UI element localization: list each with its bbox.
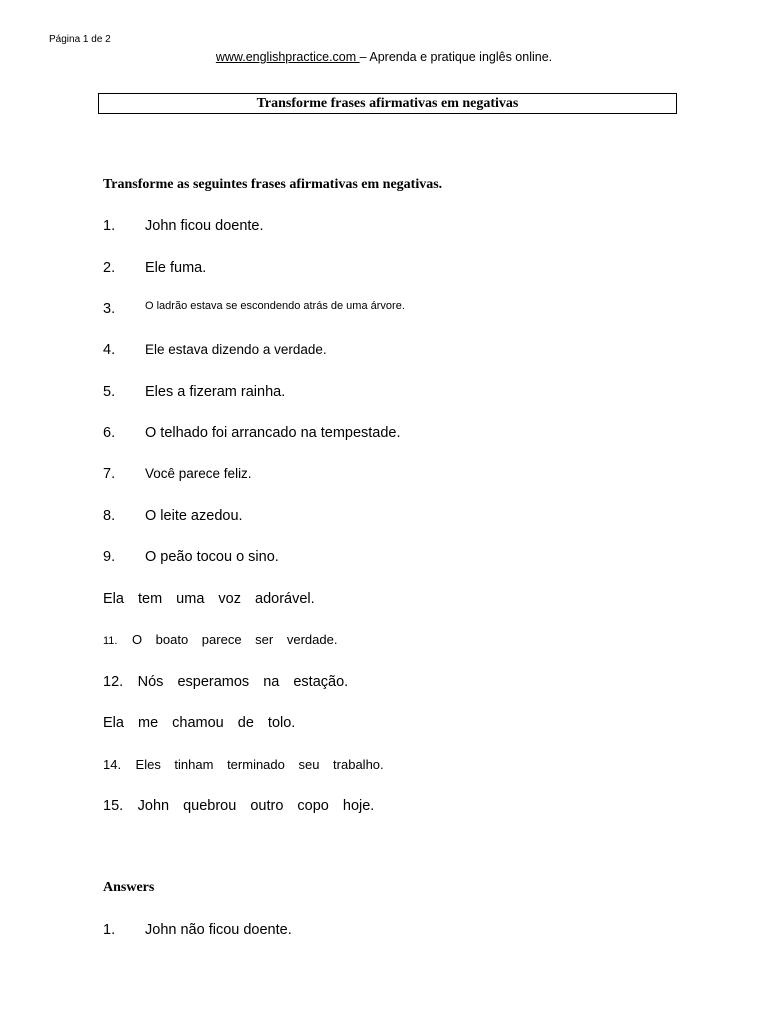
exercise-number: 12. <box>103 674 124 690</box>
worksheet-title: Transforme frases afirmativas em negativas <box>98 93 677 114</box>
site-link[interactable]: www.englishpractice.com <box>215 50 360 64</box>
exercise-text: O boato parece ser verdade. <box>131 632 338 647</box>
exercise-item-5 <box>103 383 285 401</box>
exercise-number: 15. <box>103 798 124 814</box>
exercise-number: 1. <box>103 218 116 234</box>
exercise-number: 6. <box>103 425 116 441</box>
exercise-number: 5. <box>103 384 116 400</box>
answers-heading: Answers <box>103 880 155 895</box>
exercise-item-10 <box>103 590 315 608</box>
exercise-text: Ele estava dizendo a verdade. <box>145 342 327 357</box>
exercise-text: Nós esperamos na estação. <box>137 674 349 690</box>
exercise-item-12 <box>103 673 348 691</box>
exercise-number: 11. <box>103 635 118 647</box>
exercise-item-13 <box>103 714 295 732</box>
exercise-number: 8. <box>103 508 116 524</box>
site-header <box>0 50 768 64</box>
exercise-text: Ela tem uma voz adorável. <box>103 591 315 607</box>
exercise-item-15 <box>103 797 374 815</box>
exercise-text: O ladrão estava se escondendo atrás de uma árvore. <box>145 300 405 312</box>
exercise-text: Ele fuma. <box>145 260 207 276</box>
answer-item-1 <box>103 921 292 939</box>
exercise-text: John ficou doente. <box>145 218 264 234</box>
exercise-number: 3. <box>103 301 116 317</box>
exercise-item-11 <box>103 631 337 649</box>
exercise-item-1 <box>103 217 264 235</box>
exercise-number: 2. <box>103 260 116 276</box>
instructions: Transforme as seguintes frases afirmativas em negativas. <box>103 177 443 192</box>
exercise-number: 4. <box>103 342 116 358</box>
page-counter: Página 1 de 2 <box>49 34 111 45</box>
exercise-item-8 <box>103 507 243 525</box>
exercise-number: 9. <box>103 549 116 565</box>
answer-text: John não ficou doente. <box>145 922 292 938</box>
exercise-text: O telhado foi arrancado na tempestade. <box>145 425 401 441</box>
exercise-number: 14. <box>103 757 122 772</box>
exercise-item-2 <box>103 259 206 277</box>
exercise-item-14 <box>103 756 384 774</box>
exercise-number: 7. <box>103 466 116 482</box>
exercise-item-7 <box>103 465 252 483</box>
exercise-text: Eles a fizeram rainha. <box>145 384 286 400</box>
exercise-text: Ela me chamou de tolo. <box>103 715 296 731</box>
answer-number: 1. <box>103 922 116 938</box>
exercise-item-6 <box>103 424 401 442</box>
site-tagline: – Aprenda e pratique inglês online. <box>359 50 553 64</box>
exercise-item-9 <box>103 548 279 566</box>
exercise-text: John quebrou outro copo hoje. <box>137 798 375 814</box>
exercise-text: O leite azedou. <box>145 508 243 524</box>
exercise-item-3 <box>103 300 405 318</box>
exercise-text: O peão tocou o sino. <box>145 549 279 565</box>
exercise-item-4 <box>103 341 327 359</box>
exercise-text: Você parece feliz. <box>145 466 252 481</box>
exercise-text: Eles tinham terminado seu trabalho. <box>135 757 384 772</box>
